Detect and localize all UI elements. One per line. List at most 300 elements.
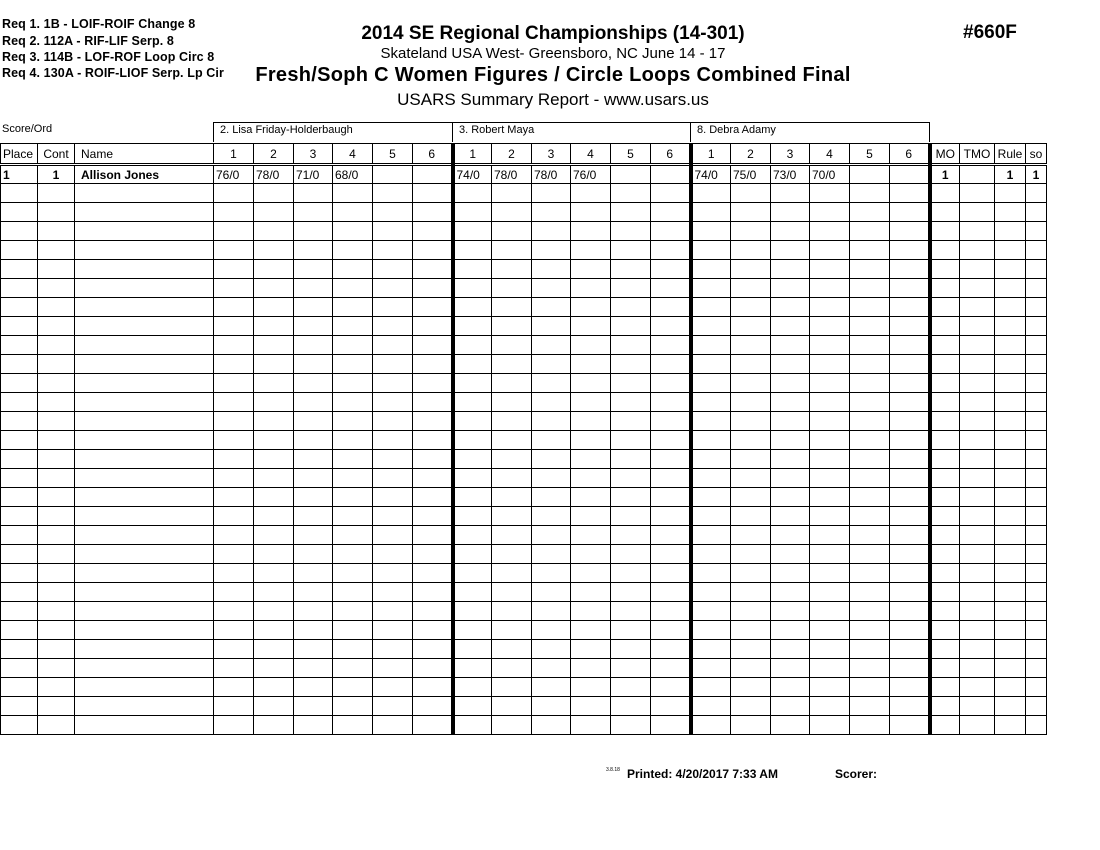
empty-cell xyxy=(651,583,691,602)
table-row xyxy=(1,526,1047,545)
empty-cell xyxy=(611,222,651,241)
j3-fig-4: 4 xyxy=(810,144,850,165)
empty-cell xyxy=(413,583,453,602)
col-mo: MO xyxy=(930,144,960,165)
empty-cell xyxy=(850,412,890,431)
empty-cell xyxy=(691,545,731,564)
empty-cell xyxy=(960,279,995,298)
table-row xyxy=(1,203,1047,222)
empty-cell xyxy=(995,260,1026,279)
empty-cell xyxy=(651,716,691,735)
empty-cell xyxy=(333,564,373,583)
empty-cell xyxy=(691,488,731,507)
empty-cell xyxy=(930,507,960,526)
table-row xyxy=(1,697,1047,716)
empty-cell xyxy=(611,374,651,393)
empty-cell xyxy=(691,355,731,374)
empty-cell xyxy=(771,241,810,260)
empty-cell xyxy=(651,659,691,678)
table-row xyxy=(1,678,1047,697)
empty-cell xyxy=(810,336,850,355)
empty-cell xyxy=(571,640,611,659)
empty-cell xyxy=(1026,431,1047,450)
empty-cell xyxy=(373,203,413,222)
empty-cell xyxy=(651,355,691,374)
table-row xyxy=(1,450,1047,469)
empty-cell xyxy=(810,678,850,697)
empty-cell xyxy=(810,507,850,526)
empty-cell xyxy=(995,298,1026,317)
empty-cell xyxy=(453,336,492,355)
empty-cell xyxy=(214,317,254,336)
empty-cell xyxy=(731,507,771,526)
empty-cell xyxy=(214,412,254,431)
empty-cell xyxy=(1026,393,1047,412)
empty-cell xyxy=(651,507,691,526)
empty-cell xyxy=(333,203,373,222)
empty-cell xyxy=(611,640,651,659)
table-row xyxy=(1,317,1047,336)
empty-cell xyxy=(1026,488,1047,507)
j2-fig-4: 4 xyxy=(571,144,611,165)
empty-cell xyxy=(75,545,214,564)
empty-cell xyxy=(930,450,960,469)
empty-cell xyxy=(930,260,960,279)
empty-cell xyxy=(254,640,294,659)
empty-cell xyxy=(75,583,214,602)
empty-cell xyxy=(1,450,38,469)
empty-cell xyxy=(333,317,373,336)
empty-cell xyxy=(373,640,413,659)
empty-cell xyxy=(960,469,995,488)
j1-fig-5: 5 xyxy=(373,144,413,165)
empty-cell xyxy=(1,469,38,488)
empty-cell xyxy=(413,393,453,412)
empty-cell xyxy=(294,564,333,583)
results-table xyxy=(0,143,1047,735)
empty-cell xyxy=(532,260,571,279)
empty-cell xyxy=(571,621,611,640)
empty-cell xyxy=(492,697,532,716)
empty-cell xyxy=(731,374,771,393)
col-cont: Cont xyxy=(38,144,75,165)
empty-cell xyxy=(960,203,995,222)
empty-cell xyxy=(810,697,850,716)
empty-cell xyxy=(254,583,294,602)
printed-timestamp: Printed: 4/20/2017 7:33 AM xyxy=(627,767,778,781)
empty-cell xyxy=(960,621,995,640)
empty-cell xyxy=(532,526,571,545)
empty-cell xyxy=(960,659,995,678)
empty-cell xyxy=(373,507,413,526)
empty-cell xyxy=(1,298,38,317)
empty-cell xyxy=(850,602,890,621)
empty-cell xyxy=(1026,412,1047,431)
empty-cell xyxy=(691,184,731,203)
empty-cell xyxy=(731,222,771,241)
table-row xyxy=(1,165,1047,184)
empty-cell xyxy=(254,393,294,412)
empty-cell xyxy=(38,336,75,355)
empty-cell xyxy=(294,488,333,507)
empty-cell xyxy=(571,279,611,298)
empty-cell xyxy=(995,355,1026,374)
empty-cell xyxy=(995,716,1026,735)
table-row xyxy=(1,507,1047,526)
empty-cell xyxy=(492,583,532,602)
empty-cell xyxy=(611,431,651,450)
table-row xyxy=(1,488,1047,507)
empty-cell xyxy=(960,393,995,412)
empty-cell xyxy=(38,583,75,602)
empty-cell xyxy=(995,431,1026,450)
empty-cell xyxy=(413,412,453,431)
empty-cell xyxy=(810,545,850,564)
empty-cell xyxy=(850,526,890,545)
empty-cell xyxy=(254,678,294,697)
empty-cell xyxy=(214,469,254,488)
empty-cell xyxy=(492,374,532,393)
empty-cell xyxy=(850,203,890,222)
empty-cell xyxy=(611,716,651,735)
empty-cell xyxy=(995,621,1026,640)
table-row xyxy=(1,336,1047,355)
empty-cell xyxy=(850,545,890,564)
empty-cell xyxy=(75,222,214,241)
empty-cell xyxy=(75,298,214,317)
empty-cell xyxy=(1026,279,1047,298)
empty-cell xyxy=(611,260,651,279)
empty-cell xyxy=(995,241,1026,260)
empty-cell xyxy=(930,697,960,716)
empty-cell xyxy=(890,583,930,602)
empty-cell xyxy=(850,507,890,526)
j1-fig-4: 4 xyxy=(333,144,373,165)
table-row xyxy=(1,279,1047,298)
empty-cell xyxy=(413,621,453,640)
empty-cell xyxy=(810,374,850,393)
empty-cell xyxy=(850,298,890,317)
empty-cell xyxy=(492,564,532,583)
empty-cell xyxy=(611,393,651,412)
empty-cell xyxy=(294,241,333,260)
empty-cell xyxy=(1,659,38,678)
empty-cell xyxy=(413,488,453,507)
empty-cell xyxy=(333,545,373,564)
j3-fig-2: 2 xyxy=(731,144,771,165)
empty-cell xyxy=(1026,317,1047,336)
empty-cell xyxy=(294,469,333,488)
empty-cell xyxy=(75,621,214,640)
competition-title: 2014 SE Regional Championships (14-301) xyxy=(361,23,745,44)
empty-cell xyxy=(771,222,810,241)
empty-cell xyxy=(771,640,810,659)
empty-cell xyxy=(571,393,611,412)
empty-cell xyxy=(38,659,75,678)
empty-cell xyxy=(453,279,492,298)
empty-cell xyxy=(995,374,1026,393)
empty-cell xyxy=(771,602,810,621)
empty-cell xyxy=(1,621,38,640)
empty-cell xyxy=(38,507,75,526)
empty-cell xyxy=(373,678,413,697)
empty-cell xyxy=(413,545,453,564)
empty-cell xyxy=(214,621,254,640)
empty-cell xyxy=(333,355,373,374)
empty-cell xyxy=(960,184,995,203)
empty-cell xyxy=(1026,659,1047,678)
empty-cell xyxy=(571,564,611,583)
empty-cell xyxy=(492,602,532,621)
empty-cell xyxy=(254,260,294,279)
empty-cell xyxy=(75,412,214,431)
empty-cell xyxy=(771,412,810,431)
table-row xyxy=(1,469,1047,488)
empty-cell xyxy=(691,640,731,659)
empty-cell xyxy=(38,279,75,298)
empty-cell xyxy=(1,241,38,260)
empty-cell xyxy=(890,488,930,507)
empty-cell xyxy=(294,507,333,526)
score-cell: 68/0 xyxy=(333,165,373,184)
empty-cell xyxy=(571,222,611,241)
empty-cell xyxy=(214,545,254,564)
empty-cell xyxy=(731,298,771,317)
empty-cell xyxy=(771,203,810,222)
empty-cell xyxy=(294,260,333,279)
empty-cell xyxy=(771,488,810,507)
empty-cell xyxy=(38,564,75,583)
empty-cell xyxy=(413,184,453,203)
empty-cell xyxy=(214,298,254,317)
empty-cell xyxy=(254,697,294,716)
score-cell: 78/0 xyxy=(532,165,571,184)
empty-cell xyxy=(532,659,571,678)
empty-cell xyxy=(373,564,413,583)
empty-cell xyxy=(771,355,810,374)
empty-cell xyxy=(930,412,960,431)
empty-cell xyxy=(532,621,571,640)
empty-cell xyxy=(1,393,38,412)
empty-cell xyxy=(890,393,930,412)
empty-cell xyxy=(731,260,771,279)
empty-cell xyxy=(611,564,651,583)
empty-cell xyxy=(214,222,254,241)
empty-cell xyxy=(571,203,611,222)
empty-cell xyxy=(960,431,995,450)
empty-cell xyxy=(960,602,995,621)
empty-cell xyxy=(930,488,960,507)
empty-cell xyxy=(1026,469,1047,488)
empty-cell xyxy=(731,412,771,431)
empty-cell xyxy=(1026,336,1047,355)
empty-cell xyxy=(611,355,651,374)
empty-cell xyxy=(294,640,333,659)
empty-cell xyxy=(453,678,492,697)
empty-cell xyxy=(890,450,930,469)
empty-cell xyxy=(571,678,611,697)
empty-cell xyxy=(691,260,731,279)
empty-cell xyxy=(930,184,960,203)
empty-cell xyxy=(960,355,995,374)
empty-cell xyxy=(1,355,38,374)
empty-cell xyxy=(651,640,691,659)
empty-cell xyxy=(651,697,691,716)
empty-cell xyxy=(960,488,995,507)
empty-cell xyxy=(294,336,333,355)
empty-cell xyxy=(75,431,214,450)
table-row xyxy=(1,431,1047,450)
empty-cell xyxy=(771,545,810,564)
empty-cell xyxy=(294,222,333,241)
empty-cell xyxy=(38,621,75,640)
empty-cell xyxy=(492,298,532,317)
empty-cell xyxy=(850,355,890,374)
empty-cell xyxy=(1026,697,1047,716)
empty-cell xyxy=(532,469,571,488)
empty-cell xyxy=(810,564,850,583)
empty-cell xyxy=(453,450,492,469)
empty-cell xyxy=(890,507,930,526)
empty-cell xyxy=(890,336,930,355)
score-cell: 71/0 xyxy=(294,165,333,184)
empty-cell xyxy=(532,507,571,526)
score-cell: 70/0 xyxy=(810,165,850,184)
empty-cell xyxy=(611,450,651,469)
empty-cell xyxy=(413,203,453,222)
empty-cell xyxy=(373,469,413,488)
empty-cell xyxy=(810,355,850,374)
empty-cell xyxy=(333,583,373,602)
empty-cell xyxy=(453,260,492,279)
empty-cell xyxy=(532,678,571,697)
empty-cell xyxy=(651,621,691,640)
empty-cell xyxy=(532,412,571,431)
empty-cell xyxy=(810,222,850,241)
empty-cell xyxy=(294,621,333,640)
empty-cell xyxy=(611,659,651,678)
empty-cell xyxy=(771,678,810,697)
empty-cell xyxy=(691,317,731,336)
empty-cell xyxy=(611,526,651,545)
table-row xyxy=(1,716,1047,735)
empty-cell xyxy=(214,355,254,374)
table-row xyxy=(1,222,1047,241)
empty-cell xyxy=(731,488,771,507)
empty-cell xyxy=(453,545,492,564)
empty-cell xyxy=(960,640,995,659)
empty-cell xyxy=(930,640,960,659)
empty-cell xyxy=(571,450,611,469)
empty-cell xyxy=(413,526,453,545)
empty-cell xyxy=(731,393,771,412)
empty-cell xyxy=(532,336,571,355)
empty-cell xyxy=(771,279,810,298)
empty-cell xyxy=(890,431,930,450)
empty-cell xyxy=(930,203,960,222)
empty-cell xyxy=(691,222,731,241)
empty-cell xyxy=(532,393,571,412)
empty-cell xyxy=(532,697,571,716)
empty-cell xyxy=(691,716,731,735)
j2-fig-1: 1 xyxy=(453,144,492,165)
empty-cell xyxy=(254,564,294,583)
empty-cell xyxy=(1026,241,1047,260)
empty-cell xyxy=(771,260,810,279)
empty-cell xyxy=(333,526,373,545)
empty-cell xyxy=(810,602,850,621)
empty-cell xyxy=(453,469,492,488)
j1-fig-6: 6 xyxy=(413,144,453,165)
empty-cell xyxy=(930,298,960,317)
empty-cell xyxy=(532,374,571,393)
empty-cell xyxy=(571,697,611,716)
empty-cell xyxy=(1,564,38,583)
empty-cell xyxy=(571,469,611,488)
empty-cell xyxy=(731,545,771,564)
empty-cell xyxy=(75,203,214,222)
empty-cell xyxy=(492,488,532,507)
empty-cell xyxy=(850,317,890,336)
empty-cell xyxy=(960,678,995,697)
empty-cell xyxy=(1,260,38,279)
version-label: 3.8.18 xyxy=(606,767,620,773)
empty-cell xyxy=(995,640,1026,659)
empty-cell xyxy=(611,184,651,203)
empty-cell xyxy=(995,450,1026,469)
empty-cell xyxy=(731,431,771,450)
event-number: #660F xyxy=(963,22,1017,43)
empty-cell xyxy=(294,317,333,336)
empty-cell xyxy=(373,602,413,621)
empty-cell xyxy=(333,640,373,659)
empty-cell xyxy=(731,697,771,716)
empty-cell xyxy=(960,298,995,317)
table-row xyxy=(1,564,1047,583)
empty-cell xyxy=(214,602,254,621)
empty-cell xyxy=(810,526,850,545)
judge-header-3: 8. Debra Adamy xyxy=(690,122,930,142)
empty-cell xyxy=(930,678,960,697)
empty-cell xyxy=(373,184,413,203)
empty-cell xyxy=(413,507,453,526)
table-row xyxy=(1,583,1047,602)
empty-cell xyxy=(38,355,75,374)
empty-cell xyxy=(1026,450,1047,469)
empty-cell xyxy=(333,260,373,279)
empty-cell xyxy=(214,203,254,222)
empty-cell xyxy=(890,697,930,716)
empty-cell xyxy=(254,298,294,317)
empty-cell xyxy=(850,583,890,602)
empty-cell xyxy=(810,450,850,469)
empty-cell xyxy=(373,431,413,450)
empty-cell xyxy=(930,545,960,564)
empty-cell xyxy=(1,583,38,602)
empty-cell xyxy=(1,336,38,355)
empty-cell xyxy=(75,279,214,298)
empty-cell xyxy=(254,412,294,431)
empty-cell xyxy=(930,279,960,298)
empty-cell xyxy=(771,431,810,450)
empty-cell xyxy=(333,222,373,241)
empty-cell xyxy=(75,241,214,260)
empty-cell xyxy=(294,431,333,450)
empty-cell xyxy=(38,450,75,469)
empty-cell xyxy=(492,640,532,659)
empty-cell xyxy=(373,260,413,279)
empty-cell xyxy=(810,260,850,279)
